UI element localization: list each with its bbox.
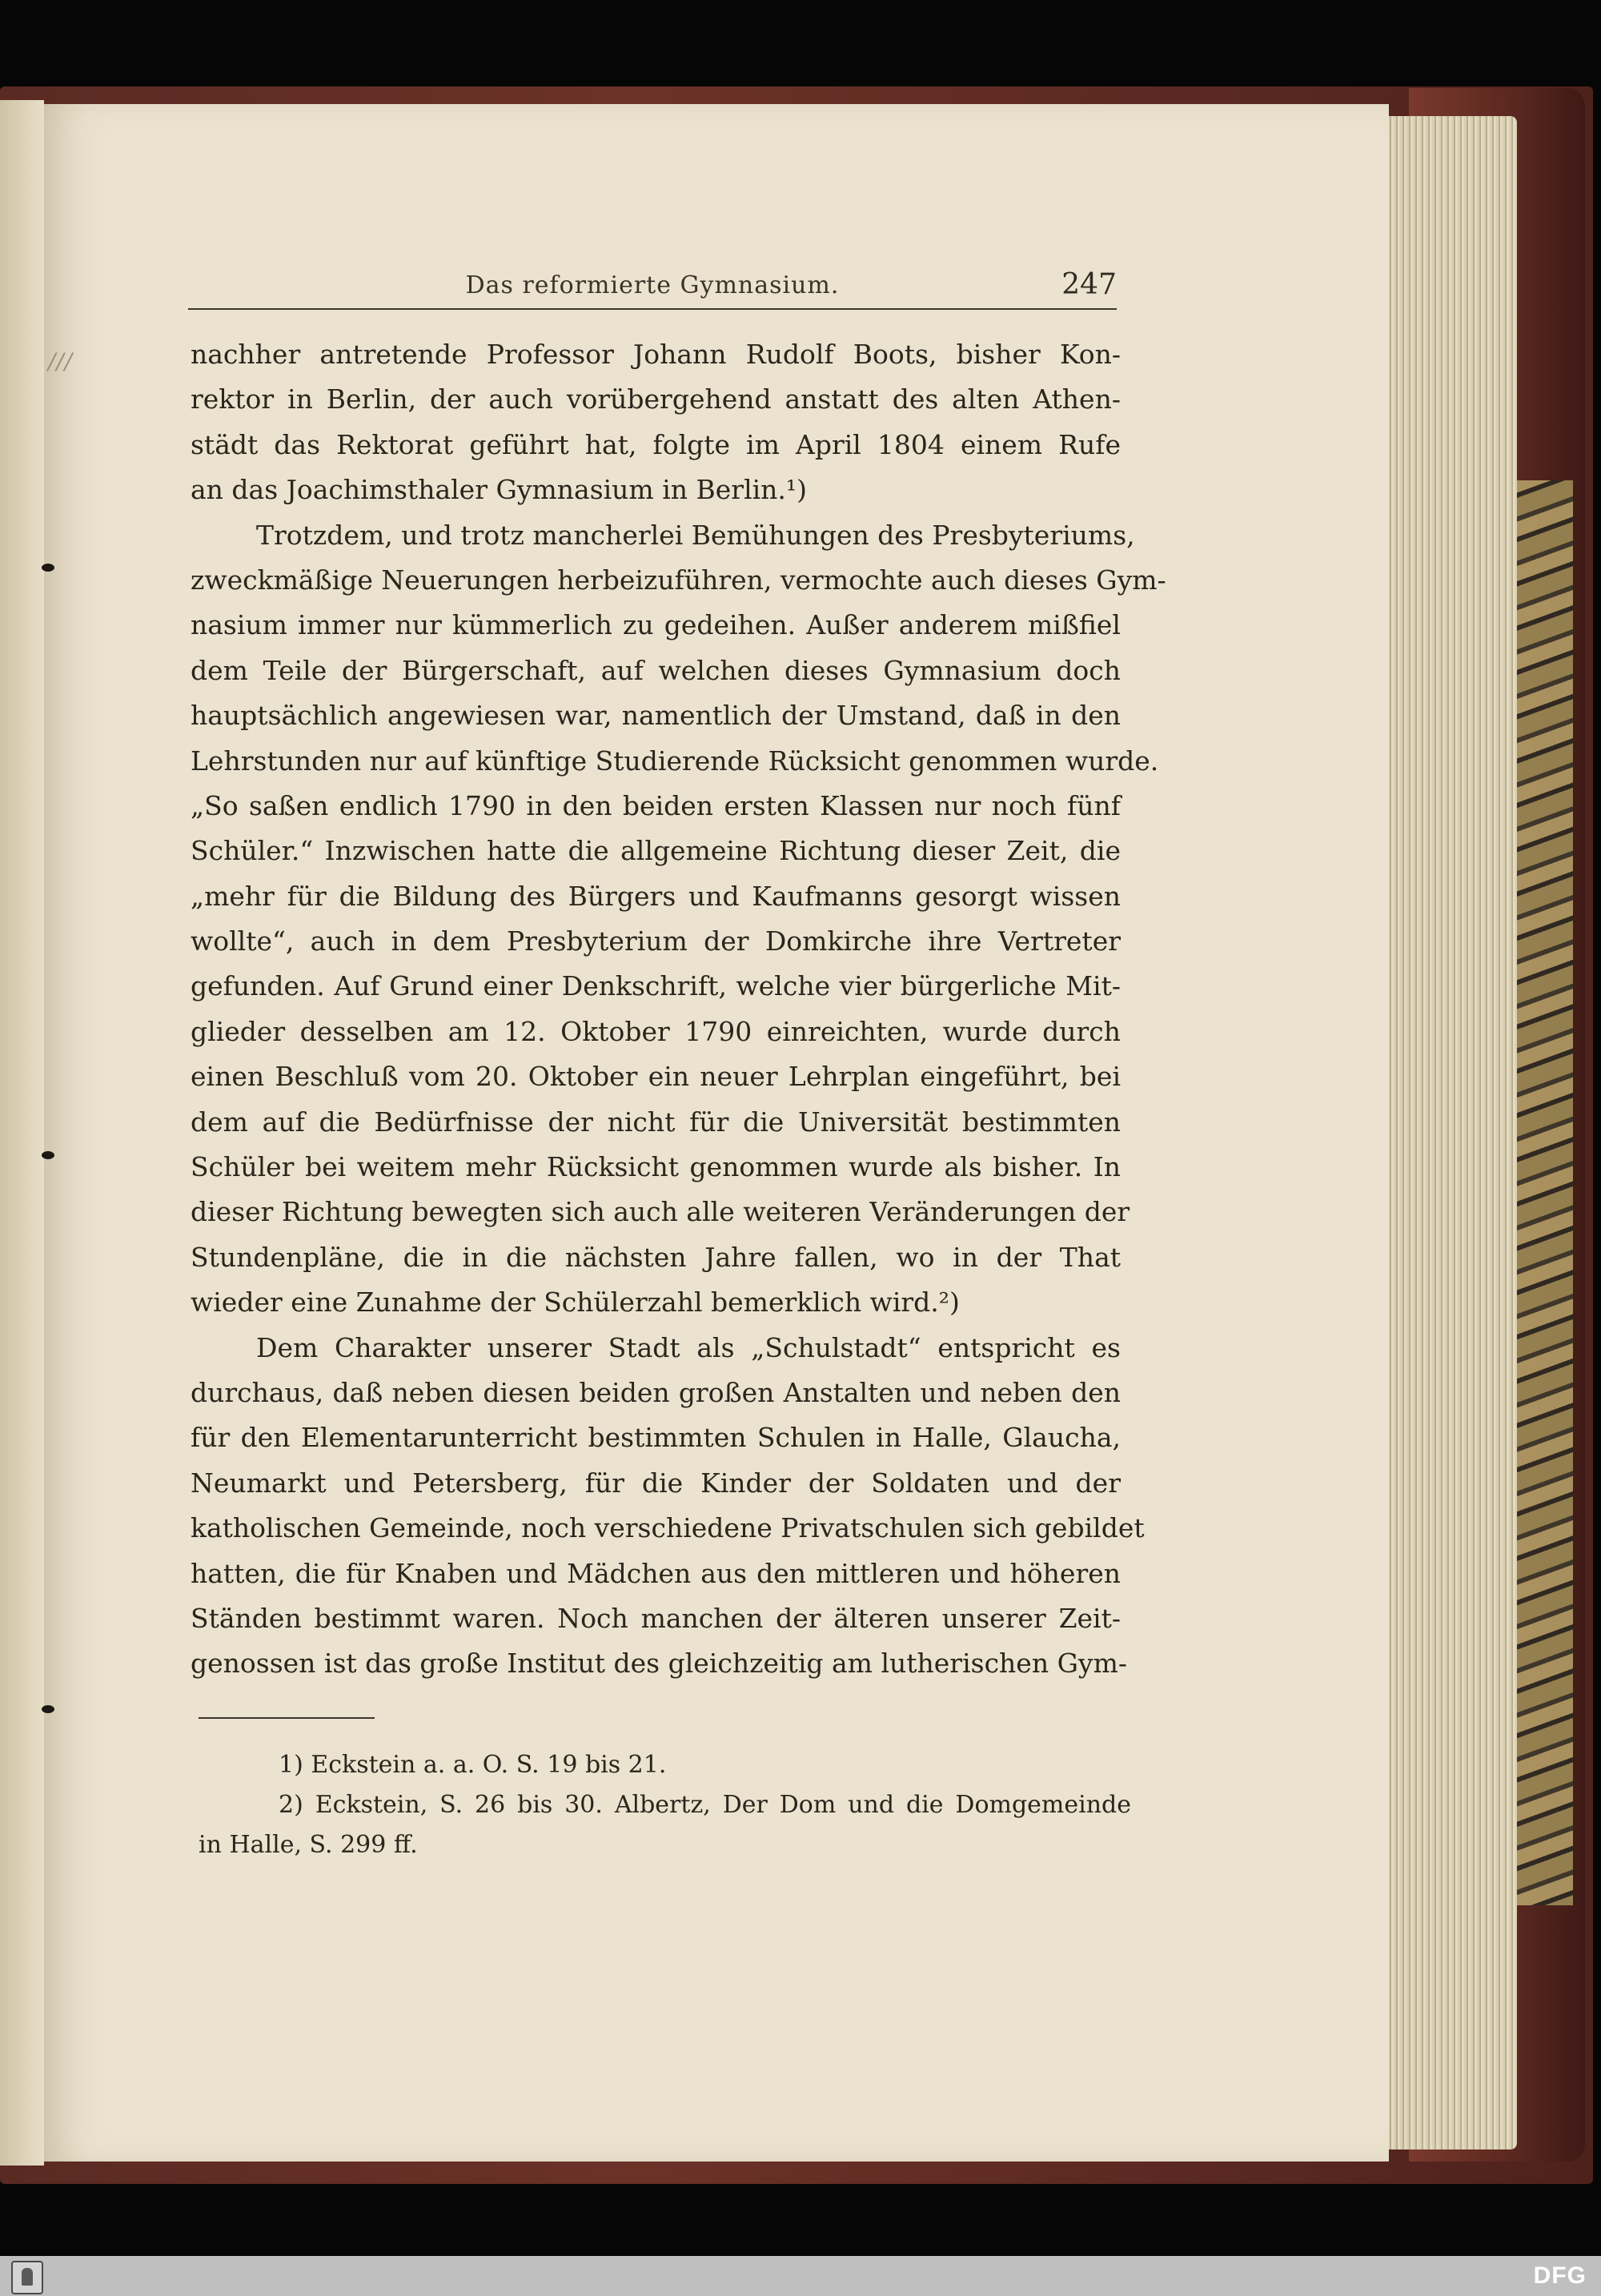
viewer-bottom-bar bbox=[0, 2256, 1601, 2296]
running-head bbox=[188, 268, 1117, 310]
margin-pencil-mark: / / / bbox=[48, 348, 70, 375]
text-line: wollte“, auch in dem Presbyterium der Domkirche ihre Vertreter bbox=[191, 925, 1121, 957]
footnote-line: in Halle, S. 299 ff. bbox=[199, 1831, 418, 1859]
text-line: hatten, die für Knaben und Mädchen aus den mittleren und höheren bbox=[191, 1557, 1121, 1589]
text-line: hauptsächlich angewiesen war, namentlich der Umstand, daß in den bbox=[191, 700, 1121, 732]
text-line: „mehr für die Bildung des Bürgers und Kaufmanns gesorgt wissen bbox=[191, 880, 1121, 912]
text-line: glieder desselben am 12. Oktober 1790 einreichten, wurde durch bbox=[191, 1015, 1121, 1047]
text-line: „So saßen endlich 1790 in den beiden ersten Klassen nur noch fünf bbox=[191, 789, 1121, 821]
text-line: gefunden. Auf Grund einer Denkschrift, welche vier bürgerliche Mit- bbox=[191, 970, 1121, 1002]
facing-page-edge bbox=[0, 100, 44, 2166]
text-line: nasium immer nur kümmerlich zu gedeihen. Außer anderem mißfiel bbox=[191, 609, 1121, 641]
page-number: 247 bbox=[1061, 268, 1117, 301]
text-line: Lehrstunden nur auf künftige Studierende Rücksicht genommen wurde. bbox=[191, 745, 1159, 777]
text-line: katholischen Gemeinde, noch verschiedene Privatschulen sich gebildet bbox=[191, 1512, 1145, 1544]
marbled-endpaper bbox=[1509, 480, 1573, 1905]
binding-thread-mark bbox=[42, 1151, 54, 1159]
binding-thread-mark bbox=[42, 564, 54, 572]
library-logo-icon[interactable] bbox=[11, 2261, 43, 2294]
text-line: Schüler.“ Inzwischen hatte die allgemeine Richtung dieser Zeit, die bbox=[191, 835, 1121, 867]
running-head-title: Das reformierte Gymnasium. bbox=[465, 271, 840, 299]
text-line: dem auf die Bedürfnisse der nicht für die Universität bestimmten bbox=[191, 1106, 1121, 1138]
text-line: Dem Charakter unserer Stadt als „Schulstadt“ entspricht es bbox=[256, 1331, 1121, 1363]
text-line: an das Joachimsthaler Gymnasium in Berlin.¹) bbox=[191, 474, 808, 506]
text-line: Schüler bei weitem mehr Rücksicht genommen wurde als bisher. In bbox=[191, 1151, 1121, 1183]
text-line: städt das Rektorat geführt hat, folgte im April 1804 einem Rufe bbox=[191, 428, 1121, 460]
text-line: Neumarkt und Petersberg, für die Kinder der Soldaten und der bbox=[191, 1467, 1121, 1499]
page-block-edges bbox=[1381, 116, 1517, 2149]
text-line: durchaus, daß neben diesen beiden großen Anstalten und neben den bbox=[191, 1376, 1121, 1408]
text-line: genossen ist das große Institut des gleichzeitig am lutherischen Gym- bbox=[191, 1648, 1128, 1680]
footnote-line: 2) Eckstein, S. 26 bis 30. Albertz, Der Dom und die Domgemeinde bbox=[279, 1791, 1131, 1819]
dfg-logo[interactable]: DFG bbox=[1533, 2262, 1587, 2289]
text-line: rektor in Berlin, der auch vorübergehend anstatt des alten Athen- bbox=[191, 383, 1121, 415]
text-line: einen Beschluß vom 20. Oktober ein neuer Lehrplan eingeführt, bei bbox=[191, 1061, 1121, 1093]
body-text bbox=[191, 332, 1166, 1687]
text-line: dem Teile der Bürgerschaft, auf welchen dieses Gymnasium doch bbox=[191, 654, 1121, 686]
footnotes bbox=[199, 1745, 1131, 1865]
text-line: für den Elementarunterricht bestimmten Schulen in Halle, Glaucha, bbox=[191, 1422, 1121, 1454]
text-line: Stundenpläne, die in die nächsten Jahre fallen, wo in der That bbox=[191, 1241, 1121, 1273]
text-line: nachher antretende Professor Johann Rudolf Boots, bisher Kon- bbox=[191, 339, 1121, 370]
binding-thread-mark bbox=[42, 1705, 54, 1713]
text-line: zweckmäßige Neuerungen herbeizuführen, vermochte auch dieses Gym- bbox=[191, 564, 1166, 596]
text-line: Ständen bestimmt waren. Noch manchen der älteren unserer Zeit- bbox=[191, 1602, 1121, 1634]
footnote-line: 1) Eckstein a. a. O. S. 19 bis 21. bbox=[279, 1751, 667, 1779]
text-line: wieder eine Zunahme der Schülerzahl bemerklich wird.²) bbox=[191, 1286, 960, 1319]
text-line: dieser Richtung bewegten sich auch alle weiteren Veränderungen der bbox=[191, 1196, 1130, 1228]
text-line: Trotzdem, und trotz mancherlei Bemühungen des Presbyteriums, bbox=[256, 519, 1135, 551]
footnote-rule bbox=[199, 1717, 375, 1719]
